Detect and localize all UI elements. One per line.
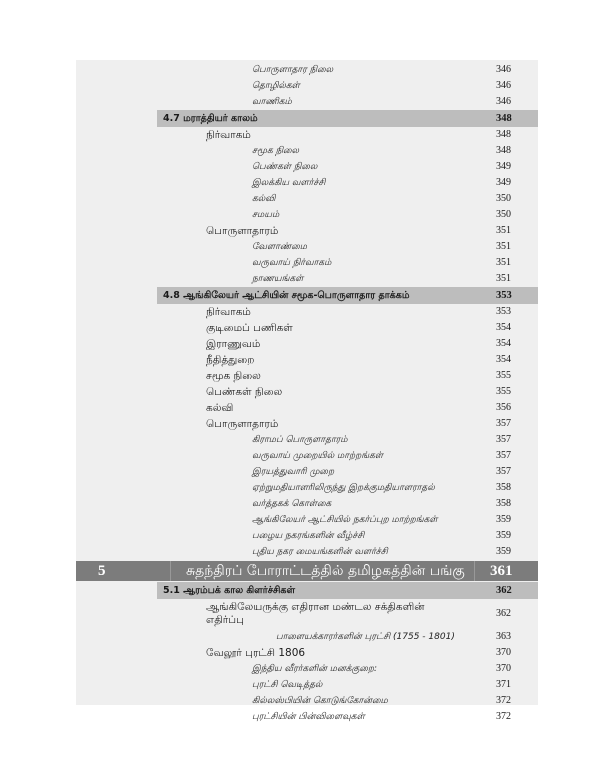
- section-title: 5.1 ஆரம்பக் கால கிளர்ச்சிகள்: [163, 585, 296, 596]
- toc-entry: [76, 78, 538, 94]
- page-number: 353: [496, 290, 512, 301]
- toc-entry: [76, 336, 538, 352]
- page-number: 349: [496, 177, 511, 188]
- toc-entry: [76, 384, 538, 400]
- entry-title: தொழில்கள்: [252, 81, 300, 91]
- toc-entry: [76, 127, 538, 143]
- page-number: 362: [496, 608, 511, 619]
- toc-entry: [76, 320, 538, 336]
- entry-title: நிர்வாகம்: [206, 306, 251, 318]
- page-number: 370: [496, 663, 511, 674]
- entry-title: நிர்வாகம்: [206, 129, 251, 141]
- entry-title: கில்லஸ்பியின் கொடுங்கோன்மை: [252, 696, 388, 706]
- toc-entry: [76, 693, 538, 709]
- page-number: 357: [496, 466, 511, 477]
- entry-title: பெண்கள் நிலை: [252, 162, 318, 172]
- entry-title: புரட்சியின் பின்விளைவுகள்: [252, 712, 365, 722]
- toc-entry: [76, 480, 538, 496]
- entry-title: வேளாண்மை: [252, 242, 308, 252]
- page-number: 372: [496, 711, 511, 722]
- page-number: 351: [496, 241, 511, 252]
- entry-title: பெண்கள் நிலை: [206, 386, 283, 398]
- page-number: 351: [496, 273, 511, 284]
- toc-entry: [76, 645, 538, 661]
- toc-entry: [76, 416, 538, 432]
- toc-entry: [76, 448, 538, 464]
- entry-title: நாணயங்கள்: [252, 274, 304, 284]
- page-number: 355: [496, 386, 511, 397]
- toc-entry: [76, 304, 538, 320]
- toc-entry: [76, 94, 538, 110]
- section-heading: [157, 110, 538, 127]
- entry-title: பழைய நகரங்களின் வீழ்ச்சி: [252, 531, 365, 541]
- page-number: 372: [496, 695, 511, 706]
- page-number: 354: [496, 354, 511, 365]
- chapter-heading: [76, 561, 538, 581]
- toc-entry: [76, 175, 538, 191]
- page-number: 357: [496, 450, 511, 461]
- entry-title: புரட்சி வெடித்தல்: [252, 680, 323, 690]
- entry-title: இந்திய வீரர்களின் மனக்குறை:: [252, 664, 378, 674]
- page-number: 348: [496, 129, 511, 140]
- page-number: 370: [496, 647, 511, 658]
- entry-title: ஏற்றுமதியாளரிலிருந்து இறக்குமதியாளராதல்: [252, 483, 435, 493]
- page-number: 357: [496, 434, 511, 445]
- toc-entry: [76, 239, 538, 255]
- entry-title: குடிமைப் பணிகள்: [206, 322, 293, 334]
- page-number: 351: [496, 257, 511, 268]
- entry-title: இரயத்துவாரி முறை: [252, 467, 335, 477]
- entry-title: பொருளாதார நிலை: [252, 65, 334, 75]
- toc-entry: [76, 496, 538, 512]
- entry-title: பொருளாதாரம்: [206, 225, 279, 237]
- toc-entry: [76, 62, 538, 78]
- toc-entry: [76, 512, 538, 528]
- page-number: 348: [496, 145, 511, 156]
- page-number: 362: [496, 585, 512, 596]
- toc-entry: [76, 599, 538, 629]
- chapter-number: 5: [98, 563, 106, 579]
- toc-entry: [76, 368, 538, 384]
- section-heading: [157, 287, 538, 304]
- entry-title: கல்வி: [252, 194, 276, 204]
- entry-title: சமூக நிலை: [252, 146, 300, 156]
- page-number: 359: [496, 514, 511, 525]
- toc-entry: [76, 352, 538, 368]
- page-number: 359: [496, 530, 511, 541]
- entry-title: இராணுவம்: [206, 338, 261, 350]
- entry-title: புதிய நகர மையங்களின் வளர்ச்சி: [252, 547, 388, 557]
- toc-entry: [76, 544, 538, 560]
- page-number: 348: [496, 113, 512, 124]
- page-number: 346: [496, 80, 511, 91]
- page-number: 361: [490, 563, 513, 579]
- entry-title: கல்வி: [206, 402, 234, 414]
- page-number: 371: [496, 679, 511, 690]
- toc-entry: [76, 709, 538, 725]
- page-number: 358: [496, 482, 511, 493]
- table-of-contents: [76, 60, 538, 722]
- page-number: 350: [496, 209, 511, 220]
- toc-entry: [76, 191, 538, 207]
- toc-entry: [76, 629, 538, 645]
- toc-entry: [76, 271, 538, 287]
- page-number: 351: [496, 225, 511, 236]
- entry-title: நீதித்துறை: [206, 354, 255, 366]
- page-number: 353: [496, 306, 511, 317]
- page-number: 358: [496, 498, 511, 509]
- toc-entry: [76, 143, 538, 159]
- toc-entry: [76, 661, 538, 677]
- toc-entry: [76, 207, 538, 223]
- page-number: 350: [496, 193, 511, 204]
- page-number: 359: [496, 546, 511, 557]
- page-number: 363: [496, 631, 511, 642]
- toc-entry: [76, 400, 538, 416]
- entry-title: வாணிகம்: [252, 97, 292, 107]
- page-number: 354: [496, 338, 511, 349]
- entry-title: இலக்கிய வளர்ச்சி: [252, 178, 326, 188]
- toc-entry: [76, 528, 538, 544]
- page-number: 357: [496, 418, 511, 429]
- page-number: 354: [496, 322, 511, 333]
- entry-title: வேலூர் புரட்சி 1806: [206, 647, 306, 659]
- toc-entry: [76, 159, 538, 175]
- toc-entry: [76, 677, 538, 693]
- page-number: 349: [496, 161, 511, 172]
- toc-entry: [76, 464, 538, 480]
- entry-title: பாளையக்காரர்களின் புரட்சி (1755 - 1801): [276, 632, 455, 642]
- entry-title: வர்த்தகக் கொள்கை: [252, 499, 332, 509]
- entry-title: சமயம்: [252, 210, 280, 220]
- entry-title: சமூக நிலை: [206, 370, 261, 382]
- section-heading: [157, 582, 538, 599]
- toc-entry: [76, 432, 538, 448]
- toc-entry: [76, 223, 538, 239]
- page-number: 346: [496, 64, 511, 75]
- chapter-title: சுதந்திரப் போராட்டத்தில் தமிழகத்தின் பங்கு: [186, 563, 465, 579]
- page-number: 346: [496, 96, 511, 107]
- section-title: 4.7 மராத்தியர் காலம்: [163, 113, 258, 124]
- entry-title: வருவாய் நிர்வாகம்: [252, 258, 332, 268]
- page-number: 355: [496, 370, 511, 381]
- entry-title: பொருளாதாரம்: [206, 418, 279, 430]
- page-number: 356: [496, 402, 511, 413]
- entry-title: கிராமப் பொருளாதாரம்: [252, 435, 348, 445]
- toc-entry: [76, 255, 538, 271]
- entry-title: ஆங்கிலேயருக்கு எதிரான மண்டல சக்திகளின் எதிர்ப்பு: [206, 601, 425, 626]
- entry-title: ஆங்கிலேயர் ஆட்சியில் நகர்ப்புற மாற்றங்கள்: [252, 515, 438, 525]
- section-title: 4.8 ஆங்கிலேயர் ஆட்சியின் சமூக-பொருளாதார தாக்கம்: [163, 290, 410, 301]
- entry-title: வருவாய் முறையில் மாற்றங்கள்: [252, 451, 384, 461]
